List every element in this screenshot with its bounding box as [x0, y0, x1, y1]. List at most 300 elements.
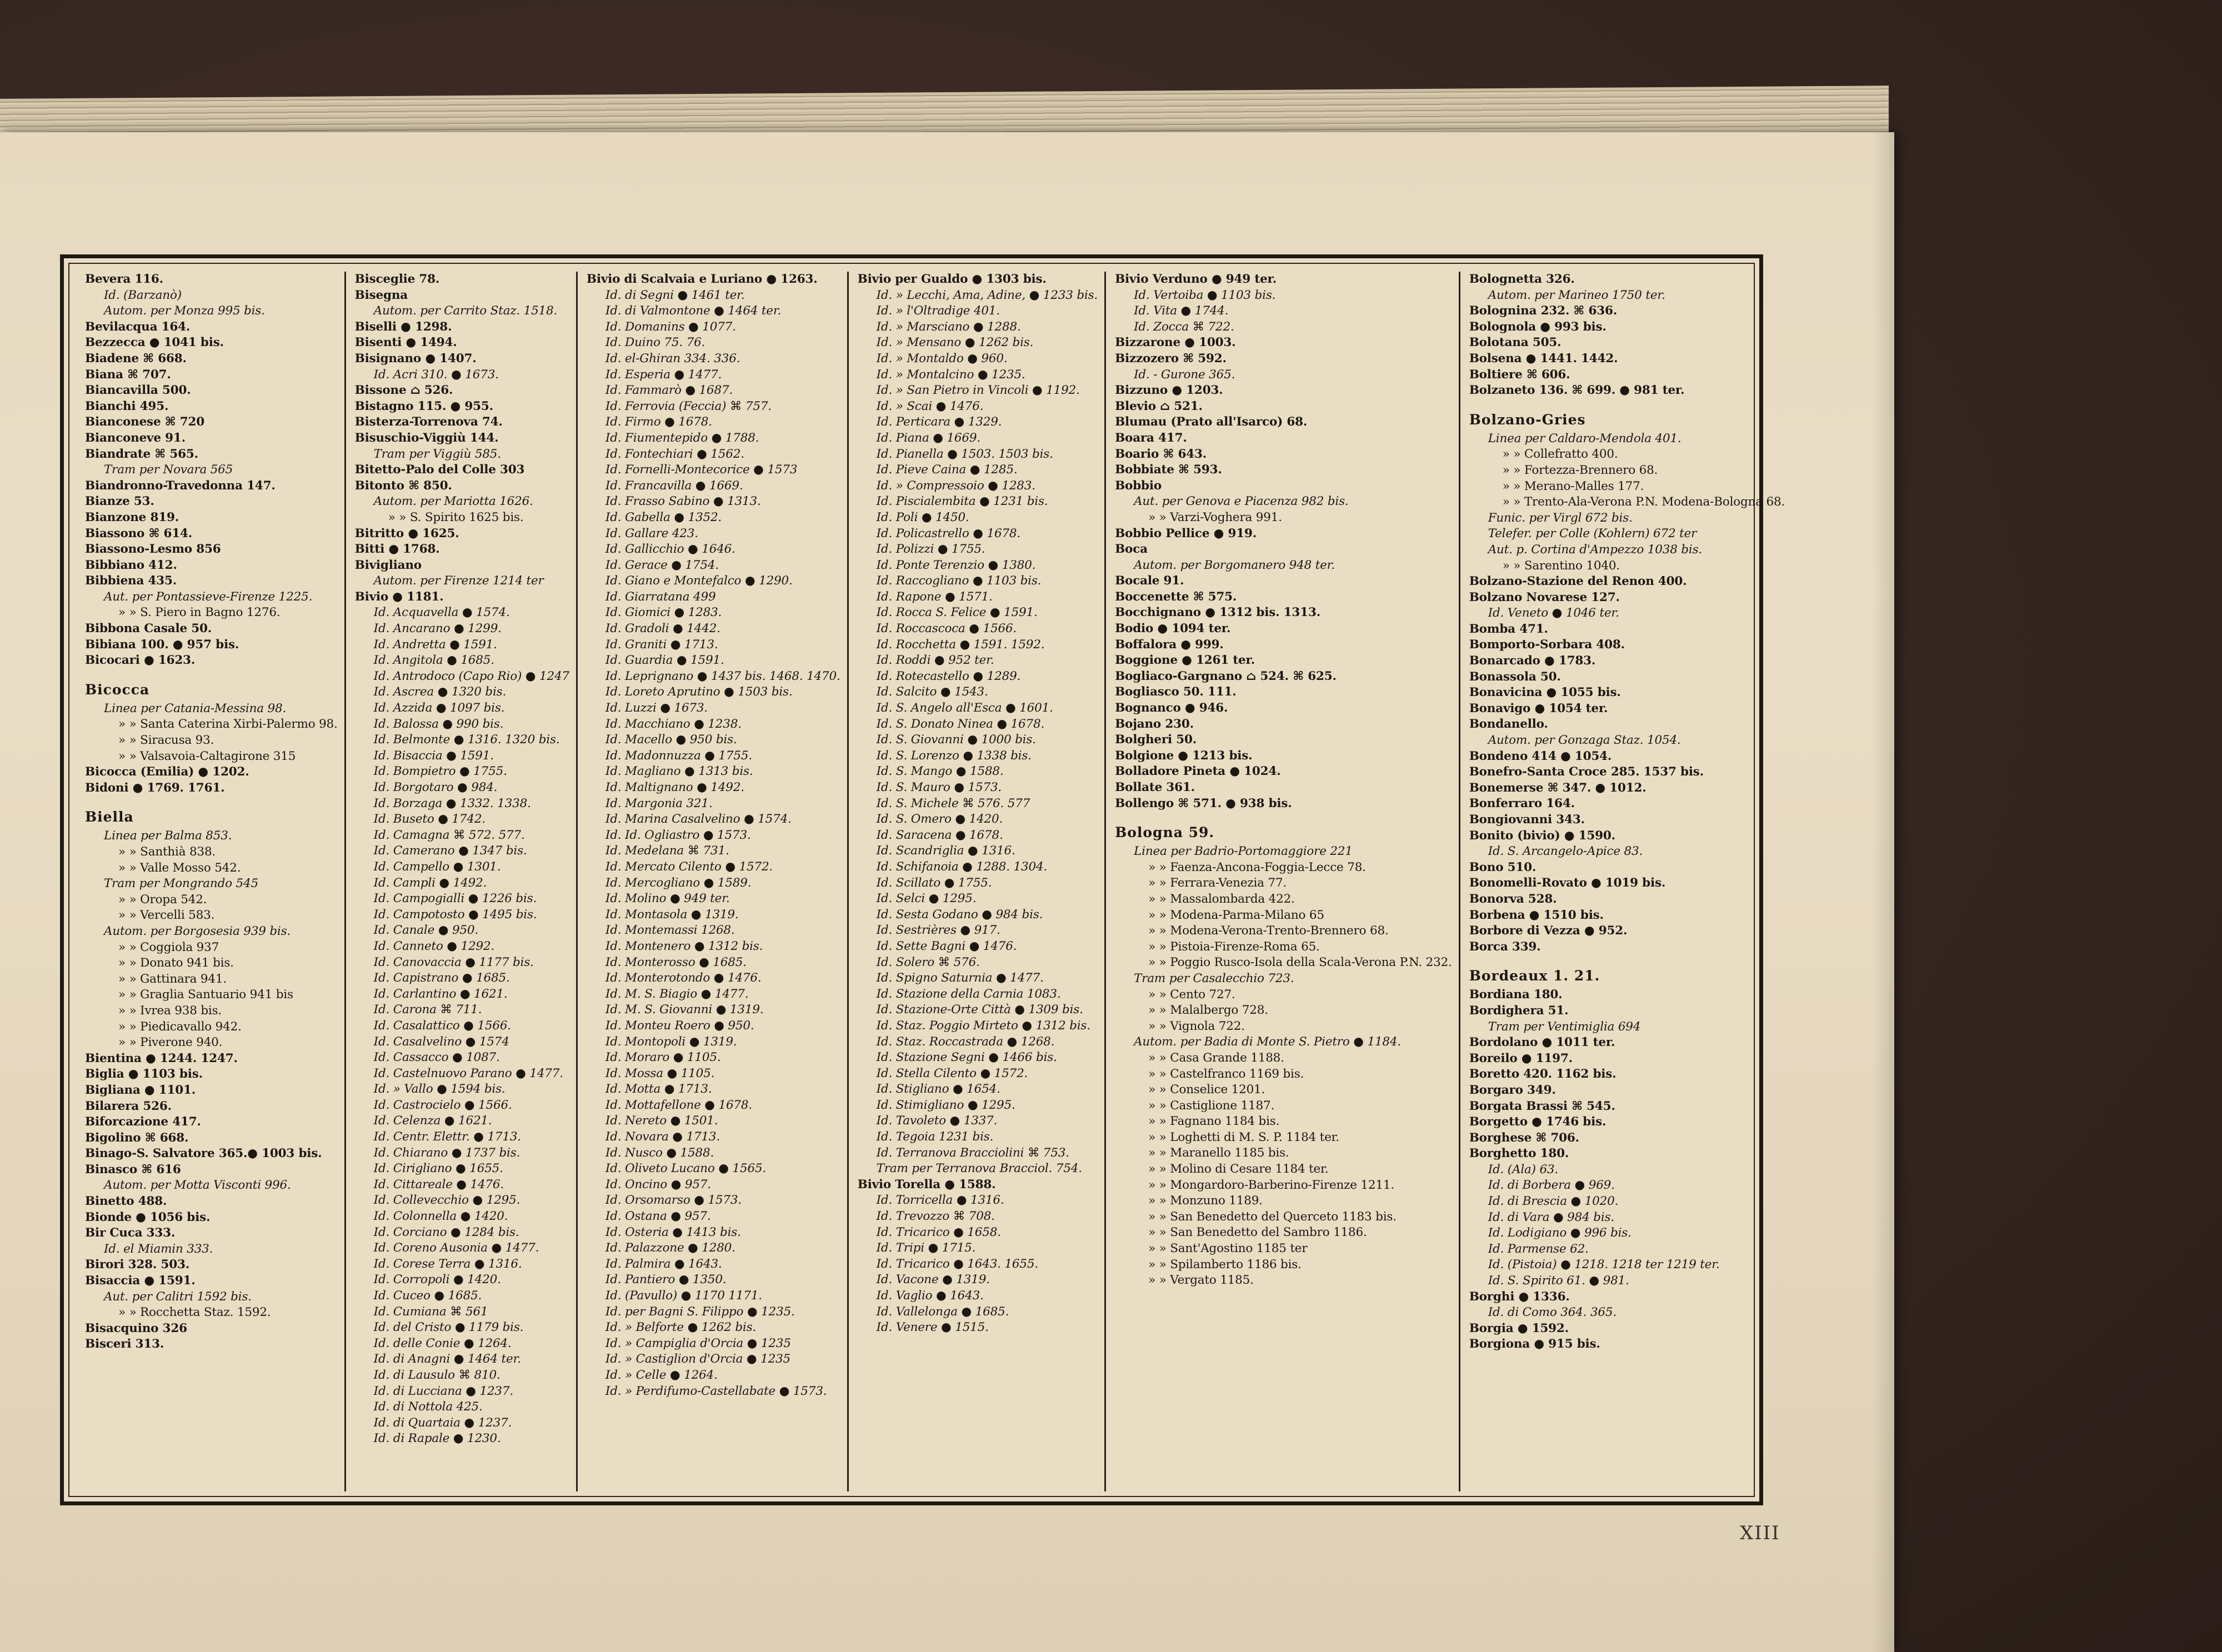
index-entry: Bizzarone ● 1003. — [1115, 336, 1236, 350]
index-subentry: » » Piedicavallo 942. — [118, 1019, 242, 1034]
index-subentry: Id. Rapone ● 1571. — [876, 589, 993, 604]
index-entry: Borgata Brassi ⌘ 545. — [1469, 1099, 1615, 1113]
index-subentry: Id. S. Arcangelo-Apice 83. — [1488, 844, 1643, 859]
index-entry: Borgiona ● 915 bis. — [1469, 1337, 1600, 1351]
index-subentry: Id. Castrocielo ● 1566. — [373, 1098, 512, 1112]
index-subentry: Id. Ancarano ● 1299. — [373, 622, 502, 636]
index-subentry: Id. Centr. Elettr. ● 1713. — [373, 1130, 521, 1144]
index-subentry: Autom. per Carrito Staz. 1518. — [373, 304, 558, 318]
index-subentry: Id. del Cristo ● 1179 bis. — [373, 1320, 524, 1335]
index-entry: Bezzecca ● 1041 bis. — [85, 336, 224, 350]
index-subentry: Id. Canovaccia ● 1177 bis. — [373, 955, 534, 969]
index-subentry: Autom. per Firenze 1214 ter — [373, 574, 544, 588]
index-subentry: » » Sant'Agostino 1185 ter — [1148, 1241, 1308, 1256]
index-entry: Bognanco ● 946. — [1115, 701, 1228, 715]
index-subentry: Id. Scandriglia ● 1316. — [876, 844, 1015, 858]
index-subentry: » » Rocchetta Staz. 1592. — [118, 1305, 271, 1320]
index-subentry: Id. Moraro ● 1105. — [605, 1050, 721, 1065]
index-subentry: » » Ivrea 938 bis. — [118, 1003, 222, 1018]
index-entry: Binago-S. Salvatore 365.● 1003 bis. — [85, 1147, 322, 1161]
index-entry: Biglia ● 1103 bis. — [85, 1067, 203, 1082]
index-subentry: Id. di Segni ● 1461 ter. — [605, 288, 745, 302]
index-entry: Bistagno 115. ● 955. — [354, 399, 493, 413]
index-subentry: Autom. per Borgosesia 939 bis. — [104, 924, 291, 938]
index-subentry: Id. Graniti ● 1713. — [605, 637, 718, 652]
index-subentry: Id. Zocca ⌘ 722. — [1134, 319, 1234, 334]
index-subentry: Aut. per Genova e Piacenza 982 bis. — [1134, 494, 1349, 509]
index-entry: Bisenti ● 1494. — [354, 336, 457, 350]
index-subentry: Id. Andretta ● 1591. — [373, 637, 497, 652]
index-subentry: » » Oropa 542. — [118, 892, 207, 907]
index-subentry: Id. Colonnella ● 1420. — [373, 1209, 508, 1224]
index-subentry: Autom. per Monza 995 bis. — [104, 304, 265, 318]
index-subentry: Id. Spigno Saturnia ● 1477. — [876, 971, 1044, 985]
index-columns — [76, 272, 1785, 1491]
index-subentry: Id. Raccogliano ● 1103 bis. — [876, 574, 1042, 588]
index-subentry: Id. » Montalcino ● 1235. — [876, 367, 1025, 382]
index-entry: Bolsena ● 1441. 1442. — [1469, 351, 1618, 366]
index-entry: Biandrate ⌘ 565. — [85, 447, 198, 461]
index-subentry: Id. Stella Cilento ● 1572. — [876, 1066, 1028, 1080]
index-subentry: » » Pistoia-Firenze-Roma 65. — [1148, 939, 1320, 954]
index-entry: Bordighera 51. — [1469, 1003, 1569, 1018]
index-entry: Boretto 420. 1162 bis. — [1469, 1067, 1617, 1082]
index-subentry: » » Santhià 838. — [118, 845, 216, 859]
index-entry: Bollengo ⌘ 571. ● 938 bis. — [1115, 796, 1292, 810]
index-subentry: Id. Monterotondo ● 1476. — [605, 971, 762, 985]
index-subentry: » » Castelfranco 1169 bis. — [1148, 1067, 1304, 1081]
index-subentry: Aut. p. Cortina d'Ampezzo 1038 bis. — [1488, 542, 1703, 557]
index-subentry: Id. (Pistoia) ● 1218. 1218 ter 1219 ter. — [1488, 1258, 1720, 1272]
index-subentry: Id. Medelana ⌘ 731. — [605, 844, 729, 858]
index-subentry: Id. Saracena ● 1678. — [876, 828, 1003, 842]
index-entry: Bonavigo ● 1054 ter. — [1469, 701, 1608, 715]
index-subentry: Tram per Terranova Bracciol. 754. — [876, 1162, 1082, 1176]
index-subentry: Id. Tricarico ● 1643. 1655. — [876, 1256, 1039, 1271]
index-entry: Bolladore Pineta ● 1024. — [1115, 764, 1281, 779]
index-entry: Bolgione ● 1213 bis. — [1115, 748, 1253, 763]
index-subentry: Id. Macchiano ● 1238. — [605, 717, 742, 731]
index-subentry: Id. Poli ● 1450. — [876, 510, 969, 524]
index-entry: Bilarera 526. — [85, 1099, 172, 1113]
index-subentry: Id. di Como 364. 365. — [1488, 1305, 1617, 1320]
index-subentry: » » Trento-Ala-Verona P.N. Modena-Bologna 68. — [1502, 495, 1785, 509]
index-subentry: Id. Firmo ● 1678. — [605, 415, 712, 429]
index-subentry: Id. Nusco ● 1588. — [605, 1145, 714, 1160]
index-subentry: Id. » Belforte ● 1262 bis. — [605, 1320, 757, 1335]
index-subentry: Id. Salcito ● 1543. — [876, 685, 988, 699]
index-entry: Bisegna — [354, 288, 408, 302]
index-subentry: Id. Fiumentepido ● 1788. — [605, 430, 759, 445]
index-subentry: Tram per Ventimiglia 694 — [1488, 1019, 1641, 1034]
index-subentry: Id. di Brescia ● 1020. — [1488, 1194, 1619, 1209]
index-subentry: Id. Gradoli ● 1442. — [605, 622, 720, 636]
index-subentry: Id. Piscialembita ● 1231 bis. — [876, 494, 1048, 509]
index-subentry: Id. Maltignano ● 1492. — [605, 780, 744, 794]
index-subentry: » » Casa Grande 1188. — [1148, 1050, 1284, 1065]
index-subentry: » » Fortezza-Brennero 68. — [1502, 463, 1658, 477]
index-subentry: Id. Ascrea ● 1320 bis. — [373, 685, 507, 699]
index-subentry: Id. Cuceo ● 1685. — [373, 1289, 482, 1303]
index-subentry: Autom. per Borgomanero 948 ter. — [1134, 558, 1335, 572]
index-column — [1459, 272, 1791, 1491]
index-subentry: Autom. per Motta Visconti 996. — [104, 1178, 291, 1193]
index-subentry: Id. S. Spirito 61. ● 981. — [1488, 1274, 1629, 1288]
index-subentry: Id. S. Omero ● 1420. — [876, 812, 1003, 827]
index-entry: Bianconeve 91. — [85, 430, 186, 445]
index-subentry: Tram per Casalecchio 723. — [1134, 971, 1294, 985]
index-subentry: Id. Tripi ● 1715. — [876, 1241, 976, 1255]
index-subentry: Id. Leprignano ● 1437 bis. 1468. 1470. — [605, 669, 840, 683]
index-entry: Bianze 53. — [85, 494, 154, 509]
index-entry: Biassono-Lesmo 856 — [85, 542, 221, 557]
index-subentry: Autom. per Marineo 1750 ter. — [1488, 288, 1665, 302]
index-subentry: Id. Mottafellone ● 1678. — [605, 1098, 753, 1112]
index-subentry: Id. S. Michele ⌘ 576. 577 — [876, 796, 1030, 810]
index-subentry: Id. Borgotaro ● 984. — [373, 780, 498, 794]
index-subentry: Id. Pieve Caina ● 1285. — [876, 463, 1018, 477]
index-table — [60, 254, 1785, 1505]
index-entry: Biassono ⌘ 614. — [85, 526, 193, 540]
index-subentry: Telefer. per Colle (Kohlern) 672 ter — [1488, 527, 1697, 541]
index-subentry: Id. di Valmontone ● 1464 ter. — [605, 304, 782, 318]
index-entry: Bivio per Gualdo ● 1303 bis. — [857, 272, 1047, 286]
index-subentry: Id. Tricarico ● 1658. — [876, 1225, 1001, 1239]
index-entry: Bogliaco-Gargnano ⌂ 524. ⌘ 625. — [1115, 669, 1337, 683]
index-subentry: Id. » Lecchi, Ama, Adine, ● 1233 bis. — [876, 288, 1098, 302]
index-entry: Binetto 488. — [85, 1194, 167, 1209]
index-subentry: Id. Madonnuzza ● 1755. — [605, 748, 752, 763]
index-subentry: Linea per Balma 853. — [104, 829, 232, 843]
index-column — [576, 272, 847, 1491]
index-subentry: Id. Loreto Aprutino ● 1503 bis. — [605, 685, 793, 699]
index-entry: Bondeno 414 ● 1054. — [1469, 749, 1612, 763]
index-subentry: » » Modena-Verona-Trento-Brennero 68. — [1148, 924, 1389, 938]
index-subentry: Id. Ponte Terenzio ● 1380. — [876, 558, 1036, 572]
index-entry: Bibbiena 435. — [85, 574, 177, 588]
index-subentry: Id. Stazione Segni ● 1466 bis. — [876, 1050, 1057, 1065]
index-subentry: Id. Corropoli ● 1420. — [373, 1273, 501, 1287]
index-entry: Bizzozero ⌘ 592. — [1115, 351, 1227, 366]
index-entry: Borgia ● 1592. — [1469, 1321, 1569, 1335]
index-subentry: Id. Francavilla ● 1669. — [605, 478, 743, 493]
index-entry: Bivio Torella ● 1588. — [857, 1177, 996, 1192]
index-subentry: Id. S. Angelo all'Esca ● 1601. — [876, 701, 1053, 715]
index-subentry: Id. Canale ● 950. — [373, 923, 479, 938]
index-entry: Biana ⌘ 707. — [85, 367, 171, 382]
index-subentry: Id. Gallare 423. — [605, 526, 698, 540]
index-subentry: Id. Novara ● 1713. — [605, 1130, 720, 1144]
index-subentry: Id. Giomici ● 1283. — [605, 605, 722, 620]
index-entry: Bir Cuca 333. — [85, 1226, 176, 1240]
index-entry: Borghese ⌘ 706. — [1469, 1130, 1579, 1145]
index-subentry: Id. S. Giovanni ● 1000 bis. — [876, 733, 1036, 747]
index-entry: Biforcazione 417. — [85, 1115, 201, 1129]
index-subentry: Aut. per Pontassieve-Firenze 1225. — [104, 589, 313, 604]
index-entry: Boca — [1115, 542, 1148, 557]
index-subentry: Tram per Viggiù 585. — [373, 447, 501, 461]
index-subentry: Id. » Marsciano ● 1288. — [876, 319, 1021, 334]
index-subentry: » » Loghetti di M. S. P. 1184 ter. — [1148, 1130, 1340, 1144]
index-subentry: Id. Corciano ● 1284 bis. — [373, 1225, 519, 1239]
index-subentry: » » Merano-Malles 177. — [1502, 479, 1644, 493]
index-subentry: Id. Antrodoco (Capo Rio) ● 1247 — [373, 669, 569, 683]
index-entry: Bono 510. — [1469, 860, 1537, 874]
index-subentry: Id. Casalattico ● 1566. — [373, 1018, 511, 1033]
index-subentry: Id. Acri 310. ● 1673. — [373, 367, 499, 382]
index-subentry: Id. Marina Casalvelino ● 1574. — [605, 812, 792, 827]
index-entry: Bisterza-Torrenova 74. — [354, 415, 503, 429]
index-subentry: Id. Montenero ● 1312 bis. — [605, 939, 763, 953]
index-subentry: Id. Stazione-Orte Città ● 1309 bis. — [876, 1003, 1083, 1017]
index-subentry: Id. (Pavullo) ● 1170 1171. — [605, 1289, 762, 1303]
index-entry: Bivio di Scalvaia e Luriano ● 1263. — [586, 272, 818, 286]
index-entry: Bonefro-Santa Croce 285. 1537 bis. — [1469, 765, 1704, 779]
index-entry: Bodio ● 1094 ter. — [1115, 622, 1231, 636]
index-subentry: » » Santa Caterina Xirbi-Palermo 98. — [118, 717, 338, 732]
index-entry: Bibbiano 412. — [85, 558, 177, 572]
index-entry: Bivigliano — [354, 558, 422, 572]
index-entry: Borbore di Vezza ● 952. — [1469, 924, 1628, 938]
index-subentry: Tram per Novara 565 — [104, 463, 233, 477]
index-subentry: Id. Guardia ● 1591. — [605, 653, 724, 668]
index-entry: Bolzaneto 136. ⌘ 699. ● 981 ter. — [1469, 383, 1685, 398]
index-entry: Bisacquino 326 — [85, 1321, 187, 1335]
index-subentry: Id. Torricella ● 1316. — [876, 1193, 1004, 1208]
index-subentry: Id. Parmense 62. — [1488, 1241, 1589, 1256]
index-subentry: » » Malalbergo 728. — [1148, 1003, 1268, 1018]
index-entry: Bobbiate ⌘ 593. — [1115, 463, 1222, 477]
index-subentry: Id. Oliveto Lucano ● 1565. — [605, 1162, 767, 1176]
index-subentry: Id. di Borbera ● 969. — [1488, 1178, 1615, 1193]
index-subentry: Id. Castelnuovo Parano ● 1477. — [373, 1066, 563, 1080]
index-subentry: Id. Giarratana 499 — [605, 589, 716, 604]
index-heading: Bologna 59. — [1115, 824, 1215, 841]
index-entry: Bonassola 50. — [1469, 669, 1561, 684]
index-subentry: Id. Solero ⌘ 576. — [876, 955, 980, 969]
index-entry: Bianchi 495. — [85, 399, 169, 413]
index-entry: Bivio ● 1181. — [354, 589, 444, 604]
index-subentry: Id. per Bagni S. Filippo ● 1235. — [605, 1304, 795, 1319]
index-subentry: Id. Orsomarso ● 1573. — [605, 1193, 742, 1208]
index-entry: Bolzano-Stazione del Renon 400. — [1469, 574, 1687, 589]
index-subentry: Id. » Celle ● 1264. — [605, 1368, 718, 1382]
index-subentry: Id. Gabella ● 1352. — [605, 510, 722, 524]
index-subentry: » » Collefratto 400. — [1502, 447, 1618, 462]
index-entry: Bibiana 100. ● 957 bis. — [85, 637, 239, 652]
index-subentry: Id. di Quartaia ● 1237. — [373, 1415, 512, 1430]
index-entry: Boario ⌘ 643. — [1115, 447, 1207, 461]
index-entry: Biadene ⌘ 668. — [85, 351, 187, 366]
index-subentry: Id. » Perdifumo-Castellabate ● 1573. — [605, 1384, 827, 1398]
index-subentry: Id. Rotecastello ● 1289. — [876, 669, 1021, 683]
index-subentry: Id. S. Donato Ninea ● 1678. — [876, 717, 1045, 731]
index-subentry: Id. Staz. Poggio Mirteto ● 1312 bis. — [876, 1018, 1090, 1033]
index-subentry: Id. Sesta Godano ● 984 bis. — [876, 907, 1043, 922]
index-subentry: » » Gattinara 941. — [118, 972, 227, 986]
index-subentry: Id. Selci ● 1295. — [876, 892, 977, 906]
index-subentry: Id. Giano e Montefalco ● 1290. — [605, 574, 793, 588]
index-subentry: Id. Bisaccia ● 1591. — [373, 748, 494, 763]
index-subentry: Id. el-Ghiran 334. 336. — [605, 351, 740, 366]
index-subentry: Id. Roddi ● 952 ter. — [876, 653, 994, 668]
index-subentry: Id. Vita ● 1744. — [1134, 304, 1229, 318]
index-entry: Bicocari ● 1623. — [85, 653, 196, 668]
index-subentry: Id. » Castiglion d'Orcia ● 1235 — [605, 1352, 791, 1366]
page-number: XIII — [1740, 1522, 1780, 1544]
index-subentry: » » Piverone 940. — [118, 1035, 223, 1050]
index-subentry: » » Coggiola 937 — [118, 940, 219, 954]
index-subentry: Tram per Mongrando 545 — [104, 877, 258, 891]
index-subentry: » » Monzuno 1189. — [1148, 1194, 1263, 1208]
index-subentry: Id. Policastrello ● 1678. — [876, 526, 1021, 540]
index-subentry: Id. Collevecchio ● 1295. — [373, 1193, 521, 1208]
index-subentry: Id. di Anagni ● 1464 ter. — [373, 1352, 521, 1366]
index-entry: Bisceri 313. — [85, 1337, 164, 1351]
index-subentry: Id. Cumiana ⌘ 561 — [373, 1304, 488, 1319]
index-subentry: Id. Palmira ● 1643. — [605, 1256, 722, 1271]
index-subentry: Id. Capistrano ● 1685. — [373, 971, 510, 985]
index-entry: Blevio ⌂ 521. — [1115, 399, 1203, 413]
index-entry: Bobbio Pellice ● 919. — [1115, 526, 1257, 540]
index-subentry: Id. Mercogliano ● 1589. — [605, 875, 752, 890]
index-subentry: Id. Piana ● 1669. — [876, 430, 980, 445]
index-entry: Birori 328. 503. — [85, 1258, 190, 1272]
index-subentry: Id. Schifanoia ● 1288. 1304. — [876, 859, 1048, 874]
index-entry: Bolognina 232. ⌘ 636. — [1469, 304, 1618, 318]
index-entry: Bisceglie 78. — [354, 272, 440, 286]
index-entry: Bonomelli-Rovato ● 1019 bis. — [1469, 876, 1666, 890]
index-heading: Biella — [85, 809, 134, 825]
index-subentry: Id. Camagna ⌘ 572. 577. — [373, 828, 525, 842]
index-subentry: Id. Celenza ● 1621. — [373, 1114, 492, 1128]
index-subentry: Id. Scillato ● 1755. — [876, 875, 992, 890]
index-subentry: Id. Coreno Ausonia ● 1477. — [373, 1241, 539, 1255]
index-entry: Bonferraro 164. — [1469, 797, 1575, 811]
index-entry: Borgaro 349. — [1469, 1083, 1556, 1097]
index-subentry: Id. Canneto ● 1292. — [373, 939, 495, 953]
index-subentry: Id. Roccascoca ● 1566. — [876, 622, 1017, 636]
index-subentry: Linea per Caldaro-Mendola 401. — [1488, 431, 1681, 445]
index-entry: Bojano 230. — [1115, 717, 1194, 731]
index-subentry: Id. Pantiero ● 1350. — [605, 1273, 727, 1287]
index-subentry: Id. Tegoia 1231 bis. — [876, 1130, 994, 1144]
index-subentry: » » Castiglione 1187. — [1148, 1098, 1275, 1113]
index-entry: Bobbio — [1115, 478, 1162, 493]
index-entry: Boara 417. — [1115, 430, 1187, 445]
index-entry: Bonemerse ⌘ 347. ● 1012. — [1469, 780, 1647, 795]
index-column — [847, 272, 1104, 1491]
index-subentry: » » Sarentino 1040. — [1502, 558, 1620, 573]
index-subentry: Id. Margonia 321. — [605, 796, 713, 810]
index-subentry: Autom. per Mariotta 1626. — [373, 494, 533, 509]
index-subentry: Id. Vertoiba ● 1103 bis. — [1134, 288, 1276, 302]
index-subentry: Id. Azzida ● 1097 bis. — [373, 701, 505, 715]
index-subentry: Id. Ostana ● 957. — [605, 1209, 711, 1224]
index-entry: Bevera 116. — [85, 272, 163, 286]
index-subentry: Id. Sette Bagni ● 1476. — [876, 939, 1017, 953]
index-subentry: Id. Pianella ● 1503. 1503 bis. — [876, 447, 1053, 461]
index-entry: Bisuschio-Viggiù 144. — [354, 430, 499, 445]
index-subentry: » » Vergato 1185. — [1148, 1273, 1254, 1288]
index-column — [344, 272, 576, 1491]
index-subentry: Id. Campello ● 1301. — [373, 859, 501, 874]
index-entry: Bitetto-Palo del Colle 303 — [354, 463, 525, 477]
index-subentry: » » Conselice 1201. — [1148, 1083, 1265, 1097]
index-subentry: Id. Acquavella ● 1574. — [373, 605, 510, 620]
index-subentry: Id. di Nottola 425. — [373, 1400, 483, 1414]
index-subentry: Id. Buseto ● 1742. — [373, 812, 486, 827]
index-subentry: Id. » Vallo ● 1594 bis. — [373, 1082, 506, 1097]
index-subentry: Id. Corese Terra ● 1316. — [373, 1256, 522, 1271]
index-subentry: Id. Monteu Roero ● 950. — [605, 1018, 754, 1033]
index-subentry: » » S. Piero in Bagno 1276. — [118, 605, 281, 620]
index-heading: Bicocca — [85, 681, 150, 698]
index-column — [76, 272, 344, 1491]
index-heading: Bolzano-Gries — [1469, 411, 1586, 428]
index-entry: Bizzuno ● 1203. — [1115, 383, 1223, 398]
index-subentry: » » Valle Mosso 542. — [118, 860, 241, 875]
index-entry: Bolotana 505. — [1469, 336, 1562, 350]
index-subentry: Id. Tavoleto ● 1337. — [876, 1114, 998, 1128]
index-subentry: Id. M. S. Giovanni ● 1319. — [605, 1003, 764, 1017]
index-subentry: » » Vignola 722. — [1148, 1019, 1245, 1033]
index-entry: Bolognetta 326. — [1469, 272, 1575, 286]
index-subentry: Id. (Ala) 63. — [1488, 1162, 1559, 1177]
index-subentry: Id. Molino ● 949 ter. — [605, 892, 730, 906]
index-subentry: » » Poggio Rusco-Isola della Scala-Verona P.N. 232. — [1148, 955, 1452, 970]
index-subentry: Id. Ferrovia (Feccia) ⌘ 757. — [605, 399, 772, 413]
index-subentry: Id. S. Mauro ● 1573. — [876, 780, 1002, 794]
index-subentry: Id. Montopoli ● 1319. — [605, 1034, 737, 1049]
index-subentry: Id. Campli ● 1492. — [373, 875, 487, 890]
index-subentry: Id. Gerace ● 1754. — [605, 558, 719, 572]
index-subentry: » » Valsavoia-Caltagirone 315 — [118, 749, 296, 763]
index-entry: Borghetto 180. — [1469, 1147, 1569, 1161]
index-entry: Bolzano Novarese 127. — [1469, 590, 1620, 604]
index-subentry: Id. » l'Oltradige 401. — [876, 304, 1000, 318]
index-entry: Bolognola ● 993 bis. — [1469, 319, 1607, 334]
index-subentry: » » Fagnano 1184 bis. — [1148, 1114, 1280, 1129]
index-subentry: Id. » Montaldo ● 960. — [876, 351, 1008, 366]
index-subentry: Id. Fontechiari ● 1562. — [605, 447, 744, 461]
index-subentry: Id. Camerano ● 1347 bis. — [373, 844, 527, 858]
index-subentry: » » Spilamberto 1186 bis. — [1148, 1257, 1302, 1271]
index-entry: Boreilo ● 1197. — [1469, 1051, 1573, 1065]
index-subentry: Id. Domanins ● 1077. — [605, 319, 736, 334]
index-subentry: Id. Venere ● 1515. — [876, 1320, 989, 1335]
index-entry: Bocchignano ● 1312 bis. 1313. — [1115, 605, 1320, 620]
index-subentry: Id. S. Lorenzo ● 1338 bis. — [876, 748, 1032, 763]
index-entry: Bidoni ● 1769. 1761. — [85, 780, 225, 795]
index-subentry: Id. Angitola ● 1685. — [373, 653, 494, 668]
index-entry: Boltiere ⌘ 606. — [1469, 367, 1570, 382]
index-subentry: Id. Motta ● 1713. — [605, 1082, 712, 1097]
index-subentry: Linea per Catania-Messina 98. — [104, 701, 287, 715]
index-entry: Bolgheri 50. — [1115, 733, 1197, 747]
index-entry: Bitritto ● 1625. — [354, 526, 459, 540]
index-subentry: » » San Benedetto del Querceto 1183 bis. — [1148, 1209, 1397, 1224]
index-subentry: Id. Bompietro ● 1755. — [373, 764, 507, 779]
index-subentry: » » Siracusa 93. — [118, 733, 214, 748]
index-subentry: Id. Cirigliano ● 1655. — [373, 1162, 503, 1176]
index-subentry: » » Massalombarda 422. — [1148, 892, 1295, 906]
index-entry: Bonito (bivio) ● 1590. — [1469, 828, 1615, 843]
index-entry: Bisignano ● 1407. — [354, 351, 477, 366]
index-entry: Bitonto ⌘ 850. — [354, 478, 452, 493]
index-subentry: Id. » San Pietro in Vincoli ● 1192. — [876, 383, 1080, 398]
index-entry: Bivio Verduno ● 949 ter. — [1115, 272, 1277, 286]
